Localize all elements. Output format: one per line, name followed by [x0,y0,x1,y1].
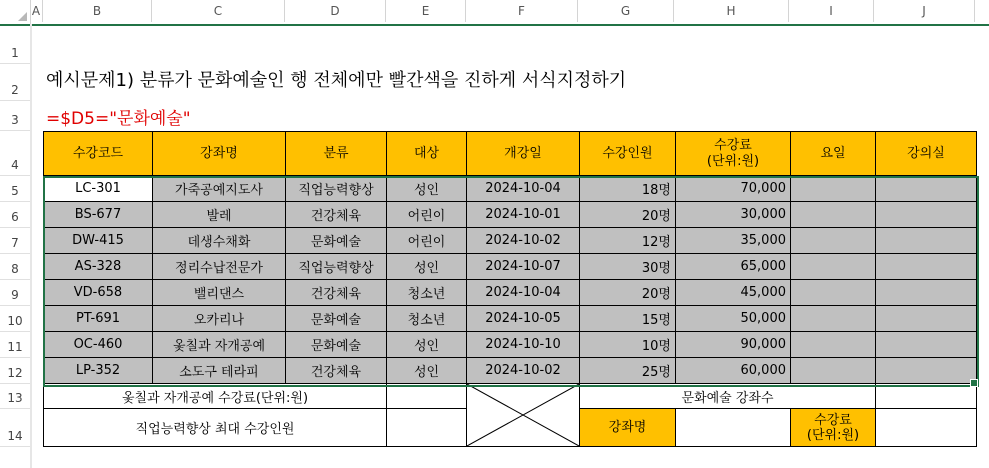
cell-category[interactable]: 직업능력향상 [286,176,387,202]
cell-count[interactable]: 20명 [580,202,676,228]
condition-formula[interactable]: =$D5="문화예술" [46,109,191,129]
cell-count[interactable]: 25명 [580,358,676,384]
row-header-13[interactable]: 13 [0,384,30,409]
cell-start[interactable]: 2024-10-04 [467,280,580,306]
cell-start[interactable]: 2024-10-07 [467,254,580,280]
cell-room[interactable] [876,254,977,280]
cell-fee[interactable]: 60,000 [676,358,791,384]
cell-day[interactable] [791,228,876,254]
header-row [44,132,977,176]
column-header-a[interactable]: A [30,0,43,22]
cell-day[interactable] [791,202,876,228]
header-category[interactable]: 분류 [286,132,387,176]
row-header-12[interactable]: 12 [0,358,30,384]
crossed-cell[interactable] [467,384,580,447]
cell-name[interactable]: 소도구 테라피 [153,358,286,384]
exercise-title[interactable]: 예시문제1) 분류가 문화예술인 행 전체에만 빨간색을 진하게 서식지정하기 [46,70,627,91]
table-row [44,306,977,332]
cell-name[interactable]: 옻칠과 자개공예 [153,332,286,358]
header-fee-line2: (단위:원) [706,153,760,169]
course-name-input[interactable] [676,409,791,447]
cell-name[interactable]: 밸리댄스 [153,280,286,306]
cell-target[interactable]: 청소년 [387,280,467,306]
cell-room[interactable] [876,228,977,254]
cell-category[interactable]: 건강체육 [286,280,387,306]
column-header-j[interactable]: J [874,0,975,22]
row-header-divider [30,24,32,468]
cell-count[interactable]: 20명 [580,280,676,306]
course-name-label[interactable]: 강좌명 [580,409,676,447]
fee-label-line1: 수강료 [814,412,852,428]
cell-day[interactable] [791,306,876,332]
cell-room[interactable] [876,202,977,228]
cell-day[interactable] [791,254,876,280]
cell-name[interactable]: 데생수채화 [153,228,286,254]
table-row [44,280,977,306]
cell-target[interactable]: 어린이 [387,228,467,254]
cell-start[interactable]: 2024-10-02 [467,228,580,254]
cell-category[interactable]: 문화예술 [286,332,387,358]
cell-count[interactable]: 12명 [580,228,676,254]
header-fee[interactable] [676,132,791,176]
cell-start[interactable]: 2024-10-05 [467,306,580,332]
fee-label-line2: (단위:원) [806,427,860,443]
fee-result[interactable] [876,409,977,447]
cell-room[interactable] [876,280,977,306]
table-row [44,332,977,358]
cell-target[interactable]: 성인 [387,254,467,280]
cell-count[interactable]: 30명 [580,254,676,280]
header-start[interactable]: 개강일 [467,132,580,176]
header-code[interactable]: 수강코드 [44,132,153,176]
column-header-i[interactable]: I [789,0,874,22]
row-header-10[interactable]: 10 [0,306,30,332]
cell-code[interactable]: OC-460 [44,332,153,358]
cell-category[interactable]: 문화예술 [286,306,387,332]
cell-code[interactable]: LP-352 [44,358,153,384]
column-header-d[interactable]: D [285,0,386,22]
cell-count[interactable]: 15명 [580,306,676,332]
column-header-b[interactable]: B [43,0,152,22]
fee-label[interactable] [791,409,876,447]
cell-target[interactable]: 성인 [387,176,467,202]
fee-lookup-label[interactable]: 옻칠과 자개공예 수강료(단위:원) [44,384,387,409]
header-fee-line1: 수강료 [714,137,752,153]
row-header-6[interactable]: 6 [0,202,30,228]
cell-code[interactable]: DW-415 [44,228,153,254]
cell-start[interactable]: 2024-10-01 [467,202,580,228]
cell-name[interactable]: 정리수납전문가 [153,254,286,280]
cell-fee[interactable]: 45,000 [676,280,791,306]
header-day[interactable]: 요일 [791,132,876,176]
cell-start[interactable]: 2024-10-10 [467,332,580,358]
cell-room[interactable] [876,176,977,202]
cell-code[interactable]: VD-658 [44,280,153,306]
row-header-3[interactable]: 3 [0,101,30,131]
column-header-c[interactable]: C [152,0,285,22]
cross-out-mark [467,384,579,446]
cell-target[interactable]: 성인 [387,332,467,358]
cell-code[interactable]: AS-328 [44,254,153,280]
cell-code[interactable]: PT-691 [44,306,153,332]
cell-day[interactable] [791,358,876,384]
row-header-11[interactable]: 11 [0,332,30,358]
cell-name[interactable]: 발레 [153,202,286,228]
table-row [44,202,977,228]
cell-fee[interactable]: 30,000 [676,202,791,228]
table-row [44,176,977,202]
cell-room[interactable] [876,358,977,384]
row-header-2[interactable]: 2 [0,64,30,101]
cell-category[interactable]: 직업능력향상 [286,254,387,280]
column-header-h[interactable]: H [674,0,789,22]
column-header-e[interactable]: E [386,0,466,22]
cell-fee[interactable]: 50,000 [676,306,791,332]
cell-day[interactable] [791,280,876,306]
cell-fee[interactable]: 65,000 [676,254,791,280]
column-header-g[interactable]: G [578,0,674,22]
cell-day[interactable] [791,176,876,202]
cell-fee[interactable]: 35,000 [676,228,791,254]
cell-code[interactable]: LC-301 [44,176,153,202]
cell-day[interactable] [791,332,876,358]
row-header-7[interactable]: 7 [0,228,30,254]
select-all-corner[interactable] [0,0,31,24]
footer-row-13 [44,384,977,409]
cell-count[interactable]: 10명 [580,332,676,358]
cell-target[interactable]: 성인 [387,358,467,384]
header-target[interactable]: 대상 [387,132,467,176]
cell-room[interactable] [876,306,977,332]
cell-count[interactable]: 18명 [580,176,676,202]
row-header-8[interactable]: 8 [0,254,30,280]
header-count[interactable]: 수강인원 [580,132,676,176]
cell-code[interactable]: BS-677 [44,202,153,228]
cell-target[interactable]: 어린이 [387,202,467,228]
cell-target[interactable]: 청소년 [387,306,467,332]
row-header-1[interactable]: 1 [0,24,30,64]
max-enrollment-result[interactable] [387,409,467,447]
cell-name[interactable]: 가죽공예지도사 [153,176,286,202]
fee-lookup-result[interactable] [387,384,467,409]
row-header-5[interactable]: 5 [0,176,30,202]
fill-handle[interactable] [970,379,978,387]
cell-start[interactable]: 2024-10-02 [467,358,580,384]
cell-category[interactable]: 건강체육 [286,202,387,228]
cell-room[interactable] [876,332,977,358]
cell-fee[interactable]: 70,000 [676,176,791,202]
column-header-f[interactable]: F [466,0,578,22]
table-row [44,228,977,254]
max-enrollment-label[interactable]: 직업능력향상 최대 수강인원 [44,409,387,447]
row-header-14[interactable]: 14 [0,409,30,447]
table-row [44,254,977,280]
cell-category[interactable]: 문화예술 [286,228,387,254]
cell-fee[interactable]: 90,000 [676,332,791,358]
row-header-9[interactable]: 9 [0,280,30,306]
header-name[interactable]: 강좌명 [153,132,286,176]
header-room[interactable]: 강의실 [876,132,977,176]
row-header-4[interactable]: 4 [0,131,30,176]
culture-course-count-result[interactable] [876,384,977,409]
table-row [44,358,977,384]
column-header-bar [0,0,989,26]
culture-course-count-label[interactable]: 문화예술 강좌수 [580,384,876,409]
course-table [43,131,977,447]
cell-start[interactable]: 2024-10-04 [467,176,580,202]
cell-category[interactable]: 건강체육 [286,358,387,384]
cell-name[interactable]: 오카리나 [153,306,286,332]
